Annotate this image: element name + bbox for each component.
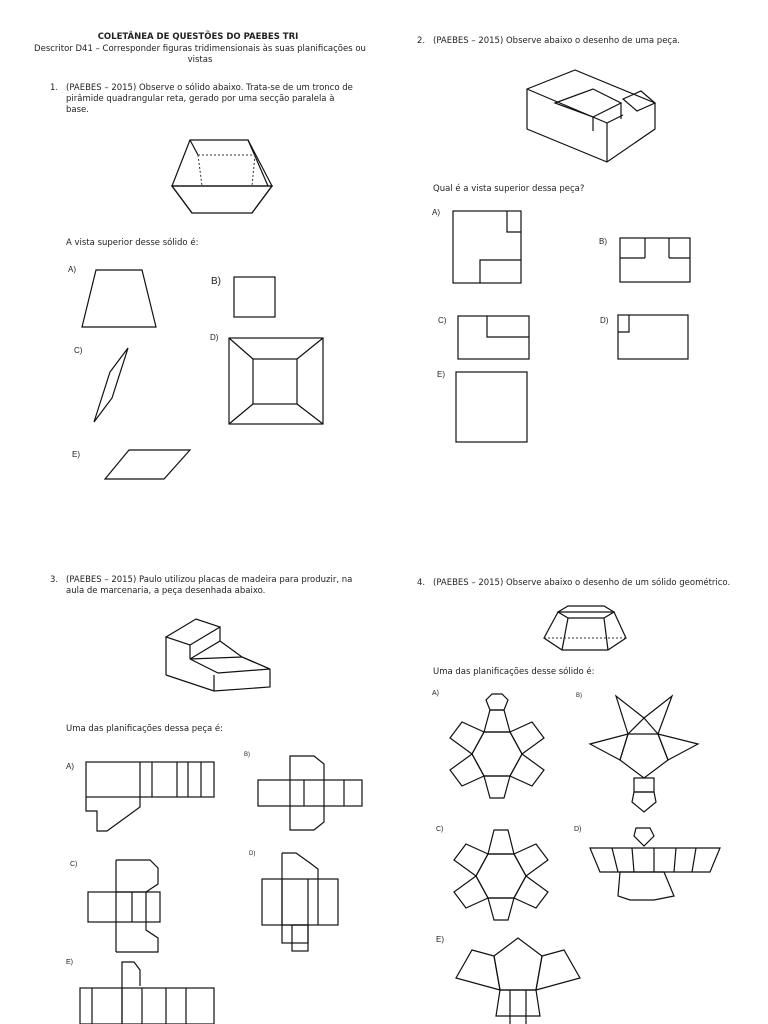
q2-option-d-label[interactable]: D) bbox=[600, 316, 609, 325]
q4-option-c-net[interactable] bbox=[450, 826, 554, 924]
q2-option-e-label[interactable]: E) bbox=[437, 370, 445, 379]
question-1-text: (PAEBES – 2015) Observe o sólido abaixo. Trata-se de um tronco de pirâmide quadrangular reta, gerado por uma secção paralela à base. bbox=[66, 83, 353, 115]
q2-option-b-label[interactable]: B) bbox=[599, 237, 607, 246]
question-3-text: (PAEBES – 2015) Paulo utilizou placas de madeira para produzir, na aula de marcenaria, a peça desenhada abaixo. bbox=[66, 575, 353, 596]
q3-option-c-label[interactable]: C) bbox=[70, 861, 78, 868]
q3-option-c-net[interactable] bbox=[86, 858, 178, 956]
question-2-part-figure bbox=[523, 67, 658, 167]
document-title: COLETÂNEA DE QUESTÕES DO PAEBES TRI bbox=[97, 32, 299, 42]
question-2-prompt: Qual é a vista superior dessa peça? bbox=[433, 184, 585, 194]
q2-option-a-label[interactable]: A) bbox=[432, 208, 440, 217]
q1-option-c-parallelogram[interactable] bbox=[90, 346, 135, 426]
q3-option-e-net[interactable] bbox=[78, 960, 218, 1024]
q4-option-b-label[interactable]: B) bbox=[576, 693, 582, 699]
q4-option-e-net[interactable] bbox=[452, 934, 584, 1024]
q2-option-e-view[interactable] bbox=[455, 371, 530, 445]
q4-option-d-net[interactable] bbox=[588, 826, 722, 898]
q2-option-c-view[interactable] bbox=[457, 315, 532, 361]
q1-option-a-label[interactable]: A) bbox=[68, 265, 76, 274]
question-4-solid-figure bbox=[540, 604, 630, 656]
q1-option-e-label[interactable]: E) bbox=[72, 450, 80, 459]
q1-option-d-frustum-top-view[interactable] bbox=[228, 337, 326, 427]
question-4-prompt: Uma das planificações desse sólido é: bbox=[433, 667, 595, 677]
question-1-solid-figure bbox=[168, 135, 278, 220]
question-2-number: 2. bbox=[417, 36, 426, 46]
q4-option-c-label[interactable]: C) bbox=[436, 826, 444, 833]
q4-option-b-net[interactable] bbox=[588, 690, 700, 818]
q1-option-a-trapezoid[interactable] bbox=[80, 270, 160, 330]
q1-option-b-square[interactable] bbox=[233, 276, 278, 321]
q3-option-b-label[interactable]: B) bbox=[244, 752, 250, 758]
q1-option-b-label[interactable]: B) bbox=[211, 276, 221, 287]
q3-option-e-label[interactable]: E) bbox=[66, 959, 73, 966]
descriptor-text: Descritor D41 – Corresponder figuras tridimensionais às suas planificações ou vistas bbox=[34, 44, 366, 65]
question-1-number: 1. bbox=[50, 83, 59, 93]
question-1-prompt: A vista superior desse sólido é: bbox=[66, 238, 199, 248]
question-3-number: 3. bbox=[50, 575, 59, 585]
q4-option-a-net[interactable] bbox=[446, 694, 550, 818]
q1-option-d-label[interactable]: D) bbox=[210, 333, 219, 342]
q3-option-b-net[interactable] bbox=[254, 750, 366, 838]
q4-option-a-label[interactable]: A) bbox=[432, 690, 439, 697]
question-4-text: (PAEBES – 2015) Observe abaixo o desenho de um sólido geométrico. bbox=[433, 578, 731, 588]
q3-option-d-label[interactable]: D) bbox=[249, 851, 256, 857]
q4-option-e-label[interactable]: E) bbox=[436, 935, 444, 944]
q4-option-d-label[interactable]: D) bbox=[574, 826, 582, 833]
q3-option-a-label[interactable]: A) bbox=[66, 762, 74, 771]
q2-option-a-view[interactable] bbox=[452, 210, 524, 286]
q1-option-c-label[interactable]: C) bbox=[74, 346, 83, 355]
question-2-text: (PAEBES – 2015) Observe abaixo o desenho de uma peça. bbox=[433, 36, 681, 46]
q2-option-d-view[interactable] bbox=[617, 314, 691, 362]
question-3-prompt: Uma das planificações dessa peça é: bbox=[66, 724, 224, 734]
q2-option-c-label[interactable]: C) bbox=[438, 316, 447, 325]
q3-option-a-net[interactable] bbox=[85, 759, 217, 837]
question-4-number: 4. bbox=[417, 578, 426, 588]
q3-option-d-net[interactable] bbox=[260, 851, 342, 963]
q2-option-b-view[interactable] bbox=[619, 237, 694, 285]
q1-option-e-parallelogram[interactable] bbox=[103, 448, 193, 483]
question-3-part-figure bbox=[162, 613, 277, 693]
